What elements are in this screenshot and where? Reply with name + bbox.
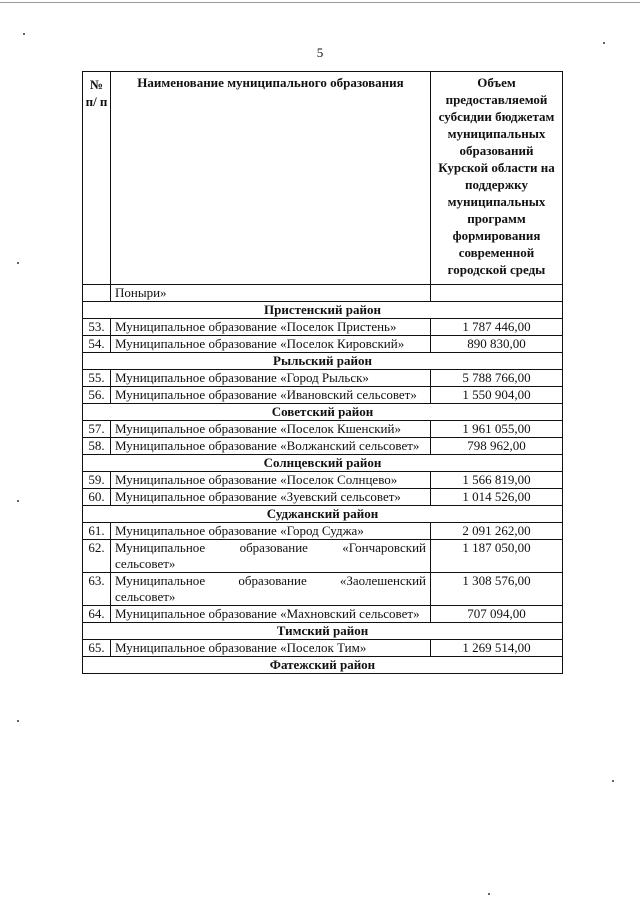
table-row bbox=[83, 387, 563, 404]
municipality-name: Муниципальное образование «Город Суджа» bbox=[111, 523, 431, 540]
row-number: 59. bbox=[83, 472, 111, 489]
scan-speck bbox=[17, 500, 19, 502]
municipality-name: Муниципальное образование «Заолешенский сельсовет» bbox=[111, 573, 431, 606]
subsidy-amount: 1 187 050,00 bbox=[431, 540, 563, 573]
table-header-row bbox=[83, 72, 563, 285]
subsidy-amount: 1 961 055,00 bbox=[431, 421, 563, 438]
table-row bbox=[83, 421, 563, 438]
header-number: № п/ п bbox=[83, 72, 111, 285]
scan-speck bbox=[488, 893, 490, 895]
table-row bbox=[83, 336, 563, 353]
subsidy-table-body bbox=[83, 72, 563, 674]
municipality-name: Муниципальное образование «Поселок Тим» bbox=[111, 640, 431, 657]
row-number: 63. bbox=[83, 573, 111, 606]
row-number: 58. bbox=[83, 438, 111, 455]
table-row bbox=[83, 606, 563, 623]
row-number: 61. bbox=[83, 523, 111, 540]
district-title: Рыльский район bbox=[83, 353, 563, 370]
table-row bbox=[83, 573, 563, 606]
table-row bbox=[83, 370, 563, 387]
municipality-name: Муниципальное образование «Поселок Пристень» bbox=[111, 319, 431, 336]
district-title: Тимский район bbox=[83, 623, 563, 640]
district-header-row bbox=[83, 657, 563, 674]
district-title: Солнцевский район bbox=[83, 455, 563, 472]
scan-speck bbox=[17, 720, 19, 722]
subsidy-amount: 1 014 526,00 bbox=[431, 489, 563, 506]
subsidy-amount: 1 787 446,00 bbox=[431, 319, 563, 336]
subsidy-amount: 5 788 766,00 bbox=[431, 370, 563, 387]
scan-speck bbox=[17, 262, 19, 264]
municipality-name: Муниципальное образование «Поселок Солнцево» bbox=[111, 472, 431, 489]
row-number: 65. bbox=[83, 640, 111, 657]
row-number: 57. bbox=[83, 421, 111, 438]
continuation-num-cell bbox=[83, 285, 111, 302]
subsidy-amount: 1 308 576,00 bbox=[431, 573, 563, 606]
municipality-name: Муниципальное образование «Город Рыльск» bbox=[111, 370, 431, 387]
municipality-name: Муниципальное образование «Гончаровский сельсовет» bbox=[111, 540, 431, 573]
table-row bbox=[83, 523, 563, 540]
subsidy-amount: 798 962,00 bbox=[431, 438, 563, 455]
district-header-row bbox=[83, 506, 563, 523]
table-row bbox=[83, 438, 563, 455]
district-title: Фатежский район bbox=[83, 657, 563, 674]
district-title: Суджанский район bbox=[83, 506, 563, 523]
subsidy-amount: 1 566 819,00 bbox=[431, 472, 563, 489]
district-header-row bbox=[83, 302, 563, 319]
municipality-name: Муниципальное образование «Поселок Кшенский» bbox=[111, 421, 431, 438]
header-amount: Объем предоставляемой субсидии бюджетам муниципальных образований Курской области на поддержку муниципальных программ формирования современной городской среды bbox=[431, 72, 563, 285]
row-number: 60. bbox=[83, 489, 111, 506]
district-header-row bbox=[83, 455, 563, 472]
table-row bbox=[83, 489, 563, 506]
continuation-amount-cell bbox=[431, 285, 563, 302]
subsidy-amount: 1 269 514,00 bbox=[431, 640, 563, 657]
subsidy-amount: 707 094,00 bbox=[431, 606, 563, 623]
municipality-name: Муниципальное образование «Зуевский сельсовет» bbox=[111, 489, 431, 506]
district-header-row bbox=[83, 623, 563, 640]
scan-speck bbox=[23, 33, 25, 35]
table-row bbox=[83, 472, 563, 489]
continuation-name: Поныри» bbox=[111, 285, 431, 302]
scan-speck bbox=[612, 780, 614, 782]
header-name: Наименование муниципального образования bbox=[111, 72, 431, 285]
district-title: Советский район bbox=[83, 404, 563, 421]
row-number: 62. bbox=[83, 540, 111, 573]
row-number: 55. bbox=[83, 370, 111, 387]
municipality-name: Муниципальное образование «Ивановский сельсовет» bbox=[111, 387, 431, 404]
table-row bbox=[83, 319, 563, 336]
row-number: 54. bbox=[83, 336, 111, 353]
table-row bbox=[83, 640, 563, 657]
table-row bbox=[83, 540, 563, 573]
district-header-row bbox=[83, 404, 563, 421]
subsidy-amount: 890 830,00 bbox=[431, 336, 563, 353]
subsidy-amount: 2 091 262,00 bbox=[431, 523, 563, 540]
scan-speck bbox=[603, 42, 605, 44]
row-number: 53. bbox=[83, 319, 111, 336]
row-number: 64. bbox=[83, 606, 111, 623]
district-title: Пристенский район bbox=[83, 302, 563, 319]
page-number: 5 bbox=[316, 45, 324, 60]
district-header-row bbox=[83, 353, 563, 370]
continuation-row bbox=[83, 285, 563, 302]
subsidy-table bbox=[82, 71, 563, 674]
municipality-name: Муниципальное образование «Волжанский сельсовет» bbox=[111, 438, 431, 455]
subsidy-amount: 1 550 904,00 bbox=[431, 387, 563, 404]
row-number: 56. bbox=[83, 387, 111, 404]
municipality-name: Муниципальное образование «Махновский сельсовет» bbox=[111, 606, 431, 623]
municipality-name: Муниципальное образование «Поселок Кировский» bbox=[111, 336, 431, 353]
scan-edge-line bbox=[0, 2, 640, 3]
